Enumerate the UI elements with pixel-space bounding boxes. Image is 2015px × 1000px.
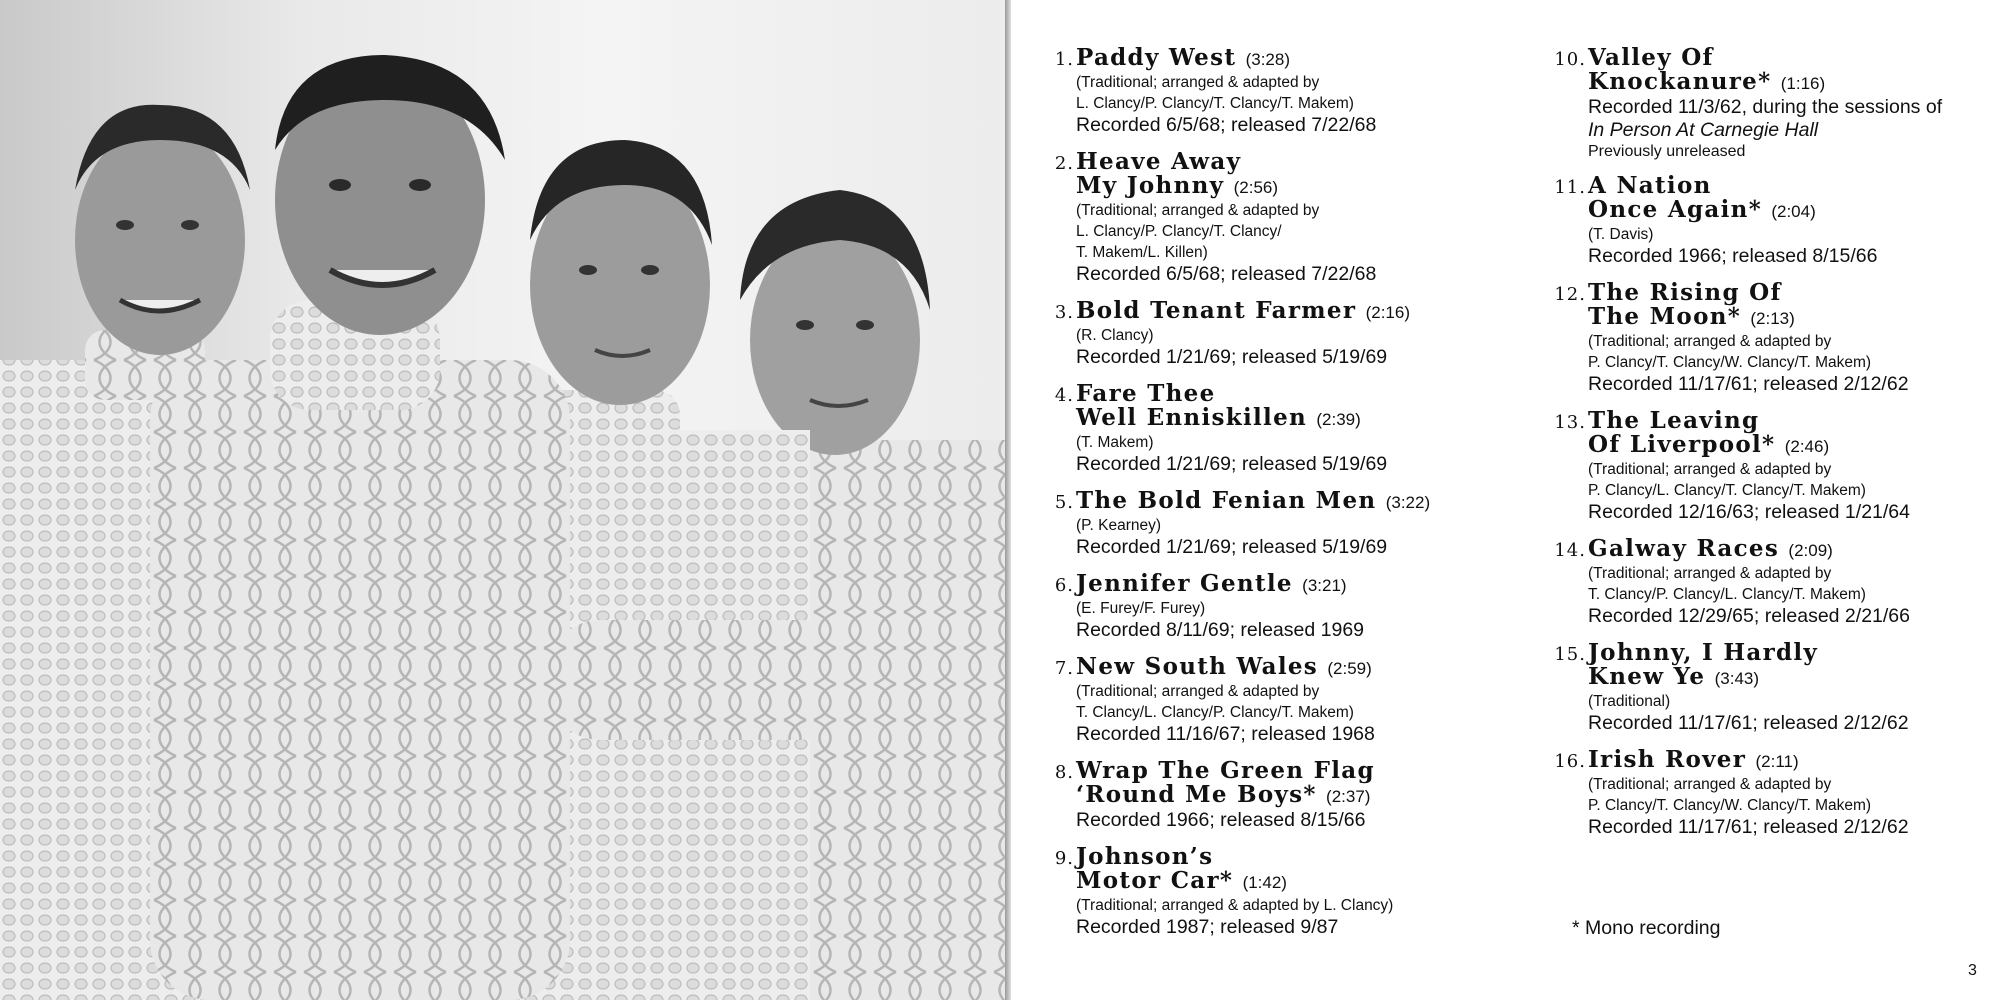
track-recording-info: Recorded 11/3/62, during the sessions of — [1588, 96, 1943, 118]
track-duration: (2:13) — [1750, 309, 1795, 328]
track-title — [1076, 382, 1540, 406]
track-number: 16. — [1554, 751, 1586, 772]
track-recording-info: Recorded 1/21/69; released 5/19/69 — [1076, 453, 1388, 475]
track-number: 1. — [1054, 49, 1074, 70]
track-title-text: Johnson’s — [1076, 843, 1214, 870]
track-title — [1588, 433, 2002, 459]
track-entry — [1552, 409, 2002, 524]
track-entry — [1552, 641, 2002, 735]
track-entry — [1552, 748, 2002, 839]
track-credit: P. Clancy/T. Clancy/W. Clancy/T. Makem) — [1588, 354, 1872, 371]
track-title-text: Of Liverpool* — [1588, 431, 1776, 458]
track-duration: (2:46) — [1784, 437, 1830, 456]
track-entry — [1040, 572, 1540, 642]
track-number: 11. — [1554, 177, 1586, 198]
track-title-text: The Moon* — [1588, 303, 1742, 330]
track-number: 7. — [1054, 658, 1074, 679]
track-title — [1588, 46, 2002, 70]
track-entry — [1040, 655, 1540, 746]
track-title-text: Galway Races — [1588, 535, 1780, 562]
track-title-text: Bold Tenant Farmer — [1076, 297, 1357, 324]
track-title — [1588, 281, 2002, 305]
track-duration: (2:16) — [1365, 303, 1411, 322]
track-recording-info: Recorded 11/17/61; released 2/12/62 — [1588, 712, 1909, 734]
track-duration: (2:37) — [1326, 787, 1371, 806]
track-credit: P. Clancy/T. Clancy/W. Clancy/T. Makem) — [1588, 797, 1872, 814]
track-number: 8. — [1054, 762, 1074, 783]
track-recording-info: Recorded 8/11/69; released 1969 — [1076, 619, 1365, 641]
track-recording-info: Recorded 12/29/65; released 2/21/66 — [1588, 605, 1910, 627]
band-photo — [0, 0, 1005, 1000]
track-duration: (2:39) — [1316, 410, 1361, 429]
track-title — [1588, 665, 2002, 691]
track-title — [1076, 572, 1540, 598]
track-credit: (P. Kearney) — [1076, 517, 1162, 534]
track-entry — [1040, 150, 1540, 286]
band-photo-illustration — [0, 0, 1005, 1000]
track-note: Previously unreleased — [1588, 143, 1746, 160]
track-entry — [1552, 46, 2002, 161]
track-recording-info: Recorded 1966; released 8/15/66 — [1588, 245, 1878, 267]
page-number: 3 — [1968, 962, 1977, 979]
track-title — [1076, 150, 1540, 174]
page-fold — [1005, 0, 1011, 1000]
track-credit: T. Clancy/P. Clancy/L. Clancy/T. Makem) — [1588, 586, 1866, 603]
track-album-reference: In Person At Carnegie Hall — [1588, 119, 1819, 141]
track-credit: T. Clancy/L. Clancy/P. Clancy/T. Makem) — [1076, 704, 1354, 721]
track-title — [1076, 845, 1540, 869]
track-number: 9. — [1054, 848, 1074, 869]
track-title — [1076, 759, 1540, 783]
track-credit: (Traditional; arranged & adapted by — [1588, 565, 1832, 582]
track-title — [1076, 869, 1540, 895]
track-credit: (R. Clancy) — [1076, 327, 1154, 344]
track-entry — [1040, 759, 1540, 832]
track-entry — [1040, 299, 1540, 369]
track-recording-info: Recorded 1/21/69; released 5/19/69 — [1076, 536, 1388, 558]
track-title — [1076, 655, 1540, 681]
track-entry — [1040, 845, 1540, 939]
mono-footnote: * Mono recording — [1572, 917, 1721, 939]
track-recording-info: Recorded 6/5/68; released 7/22/68 — [1076, 263, 1377, 285]
track-title-text: Knockanure* — [1588, 68, 1772, 95]
track-recording-info: Recorded 11/17/61; released 2/12/62 — [1588, 816, 1909, 838]
track-duration: (2:09) — [1788, 541, 1833, 560]
track-credit: (T. Makem) — [1076, 434, 1154, 451]
track-number: 13. — [1554, 412, 1586, 433]
track-recording-info: Recorded 12/16/63; released 1/21/64 — [1588, 501, 1910, 523]
track-title — [1076, 489, 1540, 515]
track-title — [1076, 783, 1540, 809]
track-credit: (T. Davis) — [1588, 226, 1654, 243]
track-title-text: Valley Of — [1588, 44, 1714, 71]
track-title-text: Jennifer Gentle — [1076, 570, 1293, 597]
track-number: 14. — [1554, 540, 1586, 561]
track-title — [1588, 748, 2002, 774]
track-title — [1076, 299, 1540, 325]
track-number: 6. — [1054, 575, 1074, 596]
tracklist-left-column — [1040, 46, 1540, 939]
track-credit: (Traditional; arranged & adapted by L. Clancy) — [1076, 897, 1394, 914]
track-duration: (3:21) — [1302, 576, 1347, 595]
track-title-text: Knew Ye — [1588, 663, 1706, 690]
track-credit: (Traditional; arranged & adapted by — [1076, 202, 1320, 219]
track-duration: (3:22) — [1385, 493, 1431, 512]
track-recording-info: Recorded 6/5/68; released 7/22/68 — [1076, 114, 1377, 136]
track-duration: (3:28) — [1245, 50, 1291, 69]
track-title-text: Motor Car* — [1076, 867, 1234, 894]
track-title-text: A Nation — [1588, 172, 1712, 199]
track-entry — [1552, 174, 2002, 268]
track-entry — [1040, 382, 1540, 476]
track-title — [1588, 70, 2002, 96]
track-number: 4. — [1054, 385, 1074, 406]
track-title-text: The Rising Of — [1588, 279, 1782, 306]
track-title-text: The Leaving — [1588, 407, 1760, 434]
track-title — [1076, 174, 1540, 200]
track-recording-info: Recorded 1/21/69; released 5/19/69 — [1076, 346, 1388, 368]
track-number: 3. — [1054, 302, 1074, 323]
track-title-text: My Johnny — [1076, 172, 1225, 199]
track-duration: (2:59) — [1327, 659, 1372, 678]
track-title-text: New South Wales — [1076, 653, 1319, 680]
track-duration: (1:16) — [1780, 74, 1826, 93]
track-number: 12. — [1554, 284, 1586, 305]
track-credit: (E. Furey/F. Furey) — [1076, 600, 1206, 617]
track-number: 10. — [1554, 49, 1586, 70]
track-duration: (3:43) — [1714, 669, 1760, 688]
track-duration: (1:42) — [1242, 873, 1287, 892]
track-title — [1588, 305, 2002, 331]
track-number: 5. — [1054, 492, 1074, 513]
track-title-text: Wrap The Green Flag — [1076, 757, 1375, 784]
track-title-text: ‘Round Me Boys* — [1076, 781, 1317, 808]
track-title — [1588, 198, 2002, 224]
track-title — [1588, 641, 2002, 665]
track-title-text: Irish Rover — [1588, 746, 1747, 773]
track-credit: P. Clancy/L. Clancy/T. Clancy/T. Makem) — [1588, 482, 1866, 499]
track-title-text: Johnny, I Hardly — [1588, 639, 1819, 666]
track-credit: (Traditional; arranged & adapted by — [1588, 461, 1832, 478]
track-title-text: The Bold Fenian Men — [1076, 487, 1377, 514]
track-credit: (Traditional; arranged & adapted by — [1588, 333, 1832, 350]
track-credit: L. Clancy/P. Clancy/T. Clancy/T. Makem) — [1076, 95, 1354, 112]
track-entry — [1552, 281, 2002, 396]
track-title — [1588, 409, 2002, 433]
track-title — [1588, 174, 2002, 198]
track-title — [1076, 406, 1540, 432]
track-credit: L. Clancy/P. Clancy/T. Clancy/ — [1076, 223, 1282, 240]
track-title-text: Heave Away — [1076, 148, 1242, 175]
track-recording-info: Recorded 11/16/67; released 1968 — [1076, 723, 1375, 745]
track-title — [1588, 537, 2002, 563]
track-duration: (2:04) — [1771, 202, 1816, 221]
track-recording-info: Recorded 1987; released 9/87 — [1076, 916, 1339, 938]
track-entry — [1552, 537, 2002, 628]
track-credit: (Traditional; arranged & adapted by — [1076, 683, 1320, 700]
track-entry — [1040, 489, 1540, 559]
track-recording-info: Recorded 11/17/61; released 2/12/62 — [1588, 373, 1909, 395]
track-credit: (Traditional; arranged & adapted by — [1076, 74, 1320, 91]
track-title-text: Fare Thee — [1076, 380, 1216, 407]
track-title-text: Paddy West — [1076, 44, 1237, 71]
track-title-text: Once Again* — [1588, 196, 1763, 223]
track-number: 2. — [1054, 153, 1074, 174]
track-title — [1076, 46, 1540, 72]
track-credit: T. Makem/L. Killen) — [1076, 244, 1208, 261]
track-number: 15. — [1554, 644, 1586, 665]
track-recording-info: Recorded 1966; released 8/15/66 — [1076, 809, 1366, 831]
track-credit: (Traditional) — [1588, 693, 1671, 710]
track-duration: (2:56) — [1233, 178, 1279, 197]
tracklist-right-column — [1552, 46, 2002, 839]
track-credit: (Traditional; arranged & adapted by — [1588, 776, 1832, 793]
track-title-text: Well Enniskillen — [1076, 404, 1308, 431]
track-entry — [1040, 46, 1540, 137]
track-duration: (2:11) — [1755, 752, 1799, 771]
